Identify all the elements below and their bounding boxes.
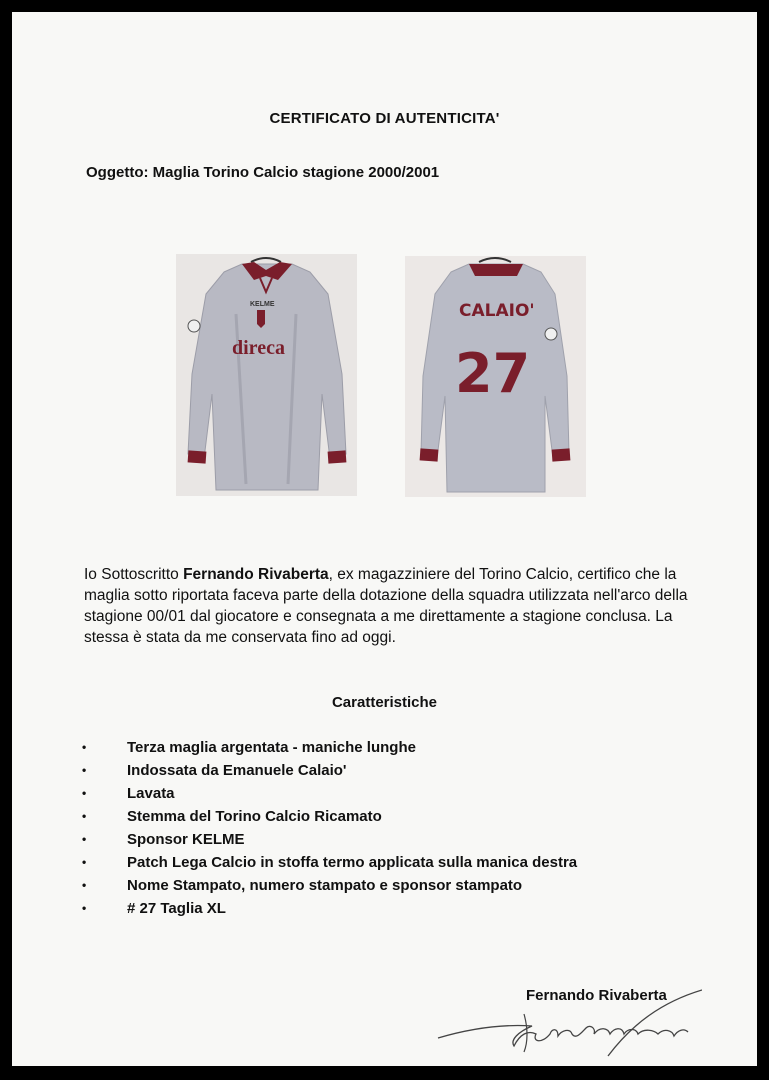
bullet-icon: • <box>82 740 87 754</box>
jersey-number: 27 <box>455 342 531 405</box>
bullet-icon: • <box>82 763 87 777</box>
certificate-page: CERTIFICATO DI AUTENTICITA' Oggetto: Maglia Torino Calcio stagione 2000/2001 KELME direca CALAIO' 27 Io Sottoscritto Fernando Rivaberta, ex magazziniere del Torino Calcio, certifico che la maglia sotto riportata faceva parte della dotazione della squadra utilizzata nell'arco della stagione 00/01 dal giocatore e consegnata a me direttamente a stagione conclusa. La stessa è stata da me conservata fino ad oggi. Caratteristiche • Terza maglia argentata - maniche lunghe • Indossata da Emanuele Calaio' • Lavata • Stemma del Torino Calcio Ricamato • Sponsor KELME • Patch Lega Calcio in stoffa termo applicata sulla manica destra • Nome Stampato, numero stampato e sponsor stampato • # 27 Taglia XL Fernando Rivaberta <box>12 12 757 1066</box>
jersey-back-photo <box>405 256 586 497</box>
certificate-subject: Oggetto: Maglia Torino Calcio stagione 2000/2001 <box>86 164 440 181</box>
bullet-icon: • <box>82 786 87 800</box>
jersey-player-name: CALAIO' <box>459 301 535 321</box>
bullet-icon: • <box>82 878 87 892</box>
certification-statement <box>84 564 704 648</box>
jersey-sponsor-text: direca <box>232 337 285 359</box>
bullet-icon: • <box>82 855 87 869</box>
bullet-icon: • <box>82 901 87 915</box>
bullet-icon: • <box>82 809 87 823</box>
features-title: Caratteristiche <box>331 694 438 711</box>
jersey-front-photo <box>176 254 357 496</box>
bullet-icon: • <box>82 832 87 846</box>
certificate-title: CERTIFICATO DI AUTENTICITA' <box>269 110 500 127</box>
signer-name-inline: Fernando Rivaberta <box>183 566 329 583</box>
statement-text: , ex magazziniere del Torino Calcio, certifico che la maglia sotto riportata faceva parte della dotazione della squadra utilizzata nell'arco della stagione 00/01 dal giocatore e consegnata a me direttamente a stagione conclusa. La stessa è stata da me conservata fino ad oggi. <box>84 566 688 646</box>
jersey-brand-text: KELME <box>250 301 275 308</box>
handwritten-signature <box>432 984 702 1059</box>
signer-name: Fernando Rivaberta <box>526 987 667 1004</box>
statement-intro: Io Sottoscritto <box>84 566 184 583</box>
